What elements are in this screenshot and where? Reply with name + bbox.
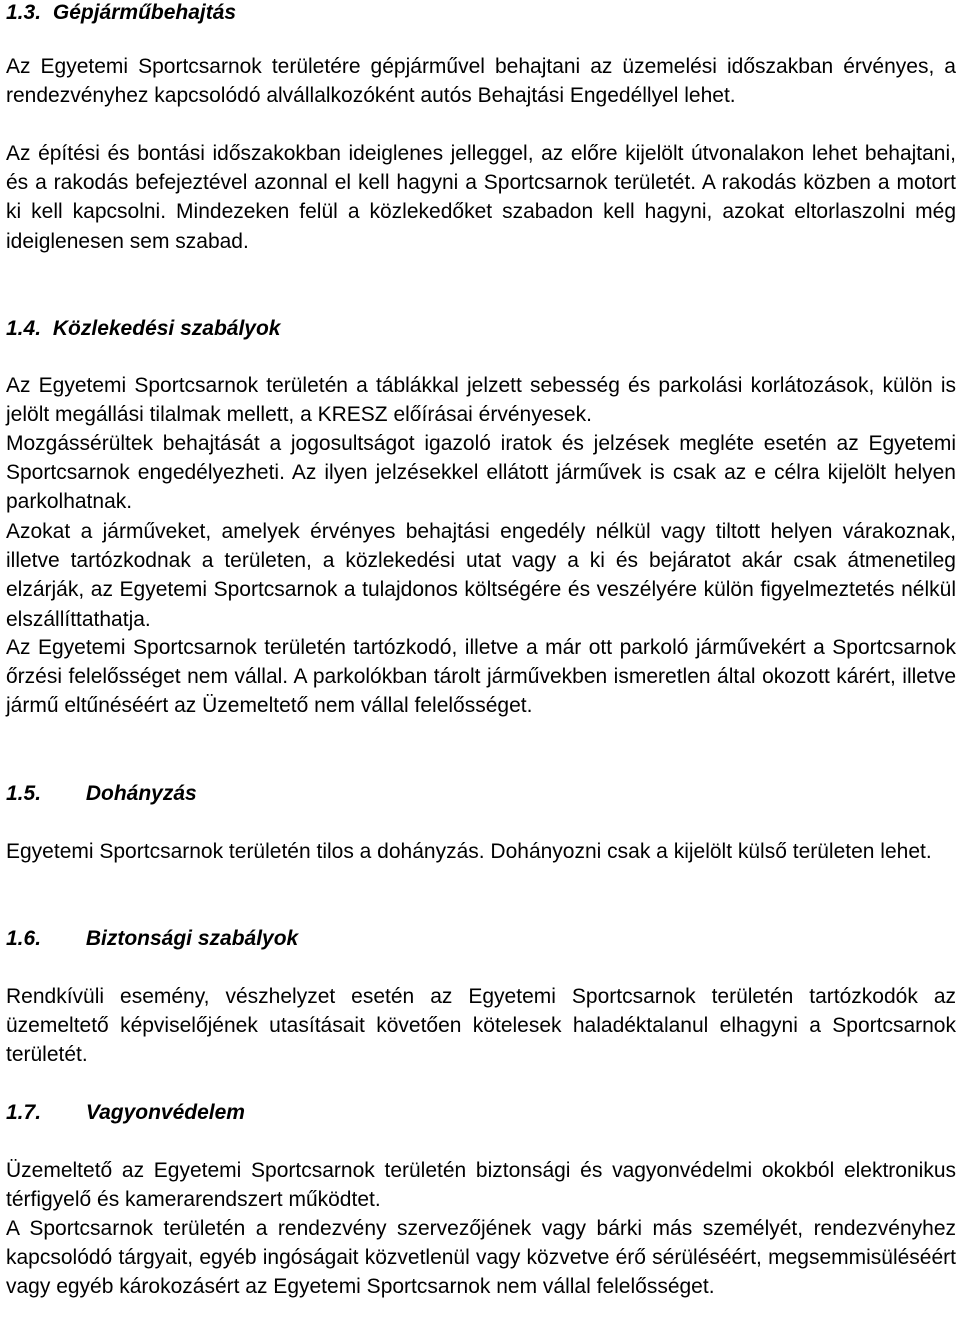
section-number: 1.4.	[6, 317, 42, 340]
paragraph: A Sportcsarnok területén a rendezvény szervezőjének vagy bárki más személyét, rendezvényhez kapcsolódó tárgyait, egyéb ingóságait közvetlenül vagy közvetve érő sérüléséért, megsemmisüléséért vagy egyéb károkozásért az Egyetemi Sportcsarnok nem vállal felelősséget.	[6, 1217, 956, 1299]
section-heading-1-4	[6, 316, 280, 342]
paragraph: Azokat a járműveket, amelyek érvényes behajtási engedély nélkül vagy tiltott helyen várakoznak, illetve tartózkodnak a területen, a közlekedési utat vagy a ki és bejáratot akár csak átmenetileg elzárják, az Egyetemi Sportcsarnok a tulajdonos költségére és veszélyére külön figyelmeztetés nélkül elszállíttathatja.	[6, 520, 956, 631]
section-heading-1-6	[6, 926, 298, 952]
section-title: Biztonsági szabályok	[85, 927, 299, 950]
paragraph: Az Egyetemi Sportcsarnok területére gépjárművel behajtani az üzemelési időszakban érvényes, a rendezvényhez kapcsolódó alvállalkozóként autós Behajtási Engedéllyel lehet.	[6, 55, 956, 108]
paragraph: Mozgássérültek behajtását a jogosultságot igazoló iratok és jelzések megléte esetén az Egyetemi Sportcsarnok engedélyezheti. Az ilyen jelzésekkel ellátott járművek is csak az e célra kijelölt helyen parkolhatnak.	[6, 432, 956, 514]
section-title: Dohányzás	[85, 782, 197, 805]
section-number: 1.5.	[6, 782, 42, 805]
section-number: 1.7.	[6, 1101, 42, 1124]
paragraph: Az építési és bontási időszakokban ideiglenes jelleggel, az előre kijelölt útvonalakon lehet behajtani, és a rakodás befejeztével azonnal el kell hagyni a Sportcsarnok területét. A rakodás közben a motort ki kell kapcsolni. Mindezeken felül a közlekedőket szabadon kell hagyni, azokat eltorlaszolni még ideiglenesen sem szabad.	[6, 142, 956, 253]
section-title: Közlekedési szabályok	[52, 317, 281, 340]
paragraph: Üzemeltető az Egyetemi Sportcsarnok területén biztonsági és vagyonvédelmi okokból elektronikus térfigyelő és kamerarendszert működtet.	[6, 1159, 956, 1212]
section-heading-1-7	[6, 1100, 245, 1126]
section-heading-1-3	[6, 0, 236, 26]
section-number: 1.6.	[6, 927, 42, 950]
paragraph: Rendkívüli esemény, vészhelyzet esetén az Egyetemi Sportcsarnok területén tartózkodók az üzemeltető képviselőjének utasításait követően kötelesek haladéktalanul elhagyni a Sportcsarnok területét.	[6, 985, 956, 1067]
paragraph: Az Egyetemi Sportcsarnok területén tartózkodó, illetve a már ott parkoló járművekért a Sportcsarnok őrzési felelősséget nem vállal. A parkolókban tárolt járművekben ismeretlen által okozott kárért, illetve jármű eltűnéséért az Üzemeltető nem vállal felelősséget.	[6, 636, 956, 718]
section-title: Vagyonvédelem	[85, 1101, 245, 1124]
paragraph: Egyetemi Sportcsarnok területén tilos a dohányzás. Dohányozni csak a kijelölt külső területen lehet.	[6, 840, 932, 863]
section-title: Gépjárműbehajtás	[52, 1, 237, 24]
paragraph: Az Egyetemi Sportcsarnok területén a táblákkal jelzett sebesség és parkolási korlátozások, külön is jelölt megállási tilalmak mellett, a KRESZ előírásai érvényesek.	[6, 374, 956, 427]
section-number: 1.3.	[6, 1, 42, 24]
section-heading-1-5	[6, 781, 197, 807]
